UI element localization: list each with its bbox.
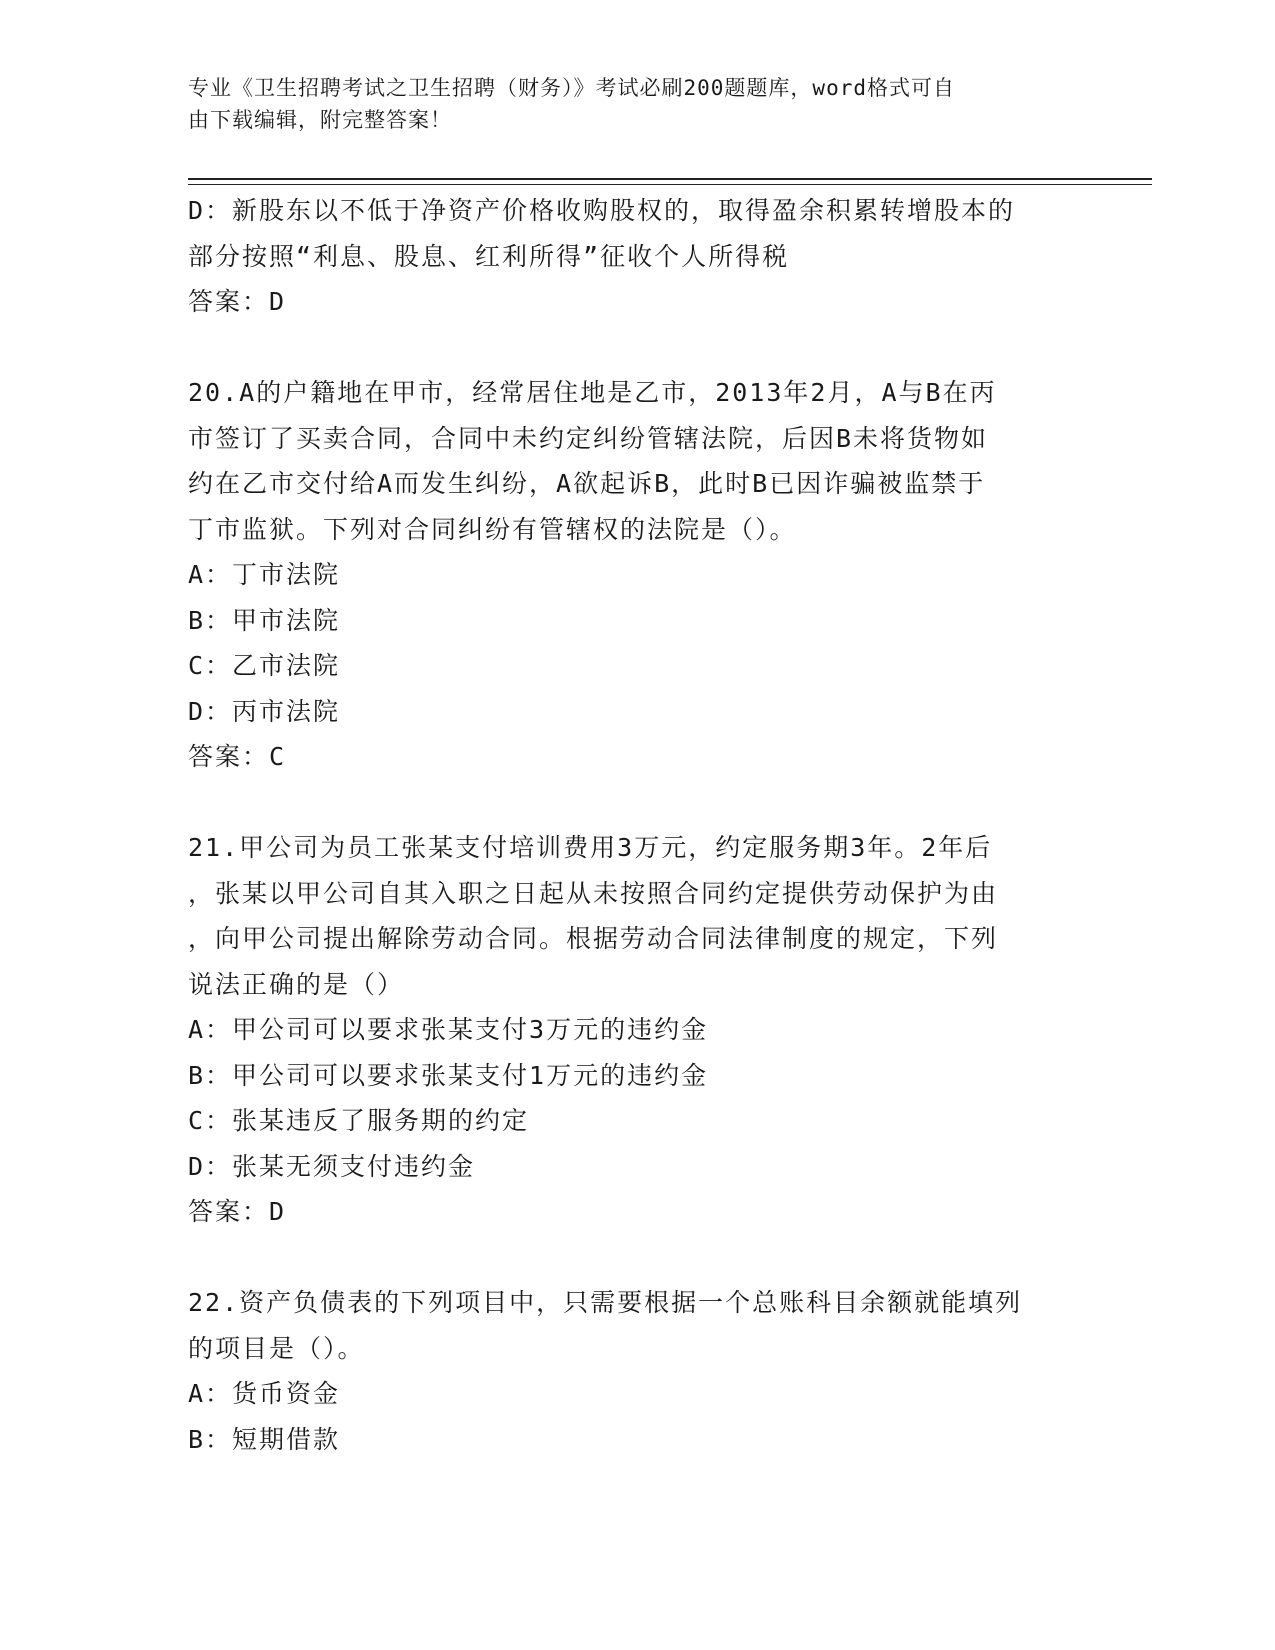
document-body (188, 188, 1088, 1462)
option-line: D：新股东以不低于净资产价格收购股权的，取得盈余积累转增股本的 (188, 196, 1016, 225)
question-stem-line: 市签订了买卖合同，合同中未约定纠纷管辖法院，后因B未将货物如 (188, 423, 989, 453)
option-d: D：张某无须支付违约金 (188, 1151, 476, 1181)
answer-line: 答案：D (188, 1197, 287, 1226)
document-header (188, 72, 1088, 136)
option-c: C：乙市法院 (188, 651, 341, 680)
spacer (188, 325, 1088, 371)
question-20 (188, 370, 1088, 780)
answer-line: 答案：C (188, 742, 287, 771)
spacer (188, 780, 1088, 826)
header-divider-thick (188, 178, 1152, 180)
option-c: C：张某违反了服务期的约定 (188, 1106, 530, 1135)
header-divider-thin (188, 184, 1152, 185)
question-21 (188, 825, 1088, 1235)
question-stem-line: 说法正确的是（） (188, 969, 405, 999)
question-stem-line: 21.甲公司为员工张某支付培训费用3万元，约定服务期3年。2年后 (188, 833, 993, 862)
header-line: 由下载编辑，附完整答案！ (188, 108, 452, 132)
option-d: D：丙市法院 (188, 696, 341, 726)
option-line: 部分按照“利息、股息、红利所得”征收个人所得税 (188, 241, 790, 271)
option-b: B：短期借款 (188, 1424, 341, 1454)
option-b: B：甲公司可以要求张某支付1万元的违约金 (188, 1060, 709, 1090)
option-a: A：甲公司可以要求张某支付3万元的违约金 (188, 1015, 709, 1044)
option-a: A：货币资金 (188, 1379, 341, 1408)
question-stem-line: 丁市监狱。下列对合同纠纷有管辖权的法院是（）。 (188, 514, 797, 544)
question-stem-line: ，张某以甲公司自其入职之日起从未按照合同约定提供劳动保护为由 (188, 878, 999, 908)
question-stem-line: 22.资产负债表的下列项目中，只需要根据一个总账科目余额就能填列 (188, 1288, 1023, 1317)
spacer (188, 1235, 1088, 1281)
question-stem-line: 约在乙市交付给A而发生纠纷，A欲起诉B，此时B已因诈骗被监禁于 (188, 469, 986, 498)
option-a: A：丁市法院 (188, 560, 341, 589)
question-22 (188, 1280, 1088, 1462)
question-stem-line: 20.A的户籍地在甲市，经常居住地是乙市，2013年2月，A与B在丙 (188, 378, 997, 407)
option-b: B：甲市法院 (188, 605, 341, 635)
question-stem-line: ，向甲公司提出解除劳动合同。根据劳动合同法律制度的规定，下列 (188, 924, 999, 953)
answer-line: 答案：D (188, 287, 287, 316)
header-line: 专业《卫生招聘考试之卫生招聘（财务）》考试必刷200题题库，word格式可自 (188, 76, 955, 100)
question-stem-line: 的项目是（）。 (188, 1333, 365, 1363)
continued-question (188, 188, 1088, 325)
